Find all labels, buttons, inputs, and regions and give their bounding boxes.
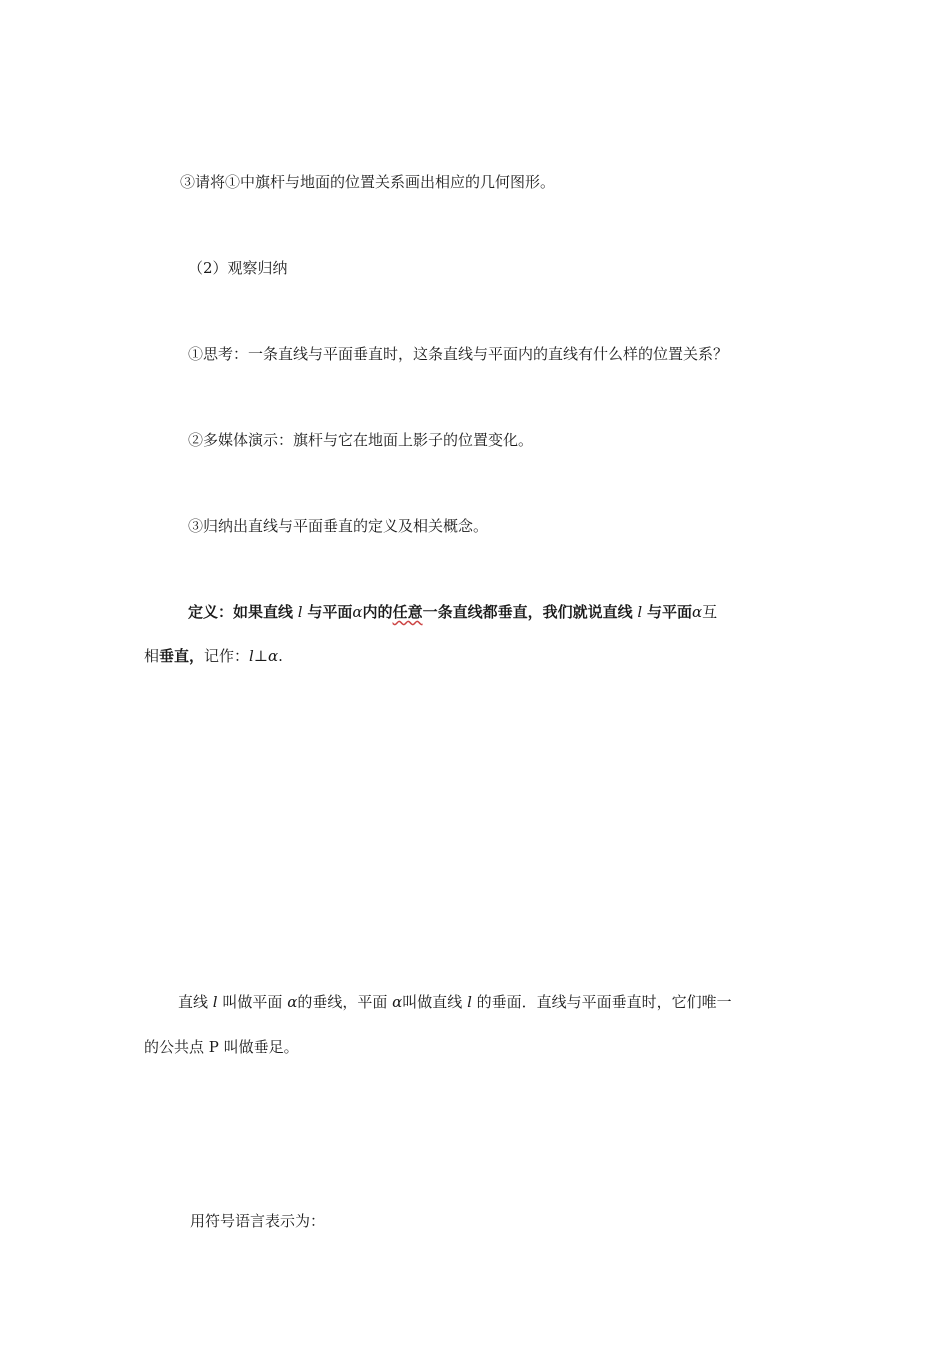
definition-text: 内的 xyxy=(362,603,393,621)
definition-text: 一条直线都垂直，我们就说直线 xyxy=(422,603,633,621)
period: . xyxy=(278,647,283,665)
para-text: 叫做平面 xyxy=(222,993,283,1011)
paragraph-perpendicular-line-2: 的公共点 P 叫做垂足。 xyxy=(144,1038,299,1056)
perp-symbol: ⊥ xyxy=(253,647,268,665)
paragraph-observe-heading: （2）观察归纳 xyxy=(188,259,288,277)
definition-text: 互 xyxy=(702,603,718,621)
definition-line-2 xyxy=(144,646,283,666)
plane-symbol: α xyxy=(287,993,298,1011)
plane-symbol: α xyxy=(691,603,703,621)
definition-text: 定义：如果直线 xyxy=(188,603,294,621)
para-text: 的垂面．直线与平面垂直时，它们唯一 xyxy=(476,993,732,1011)
plane-symbol: α xyxy=(392,993,403,1011)
line-symbol: l xyxy=(249,647,254,665)
plane-symbol: α xyxy=(352,603,363,621)
para-text: 的垂线，平面 xyxy=(297,993,388,1011)
paragraph-draw-figure: ③请将①中旗杆与地面的位置关系画出相应的几何图形。 xyxy=(180,173,556,191)
line-symbol: l xyxy=(467,993,472,1011)
emphasis-wavy: 任意 xyxy=(392,603,423,621)
definition-text: 记作： xyxy=(204,647,250,665)
paragraph-summarize: ③归纳出直线与平面垂直的定义及相关概念。 xyxy=(188,517,489,535)
paragraph-perpendicular-line-1 xyxy=(178,992,732,1012)
definition-text: 垂直， xyxy=(159,647,205,665)
definition-text: 与平面 xyxy=(307,603,353,621)
plane-symbol: α xyxy=(267,647,279,665)
para-text: 叫做直线 xyxy=(402,993,463,1011)
definition-text: 与平面 xyxy=(646,603,692,621)
paragraph-think: ①思考：一条直线与平面垂直时，这条直线与平面内的直线有什么样的位置关系？ xyxy=(188,345,729,363)
line-symbol: l xyxy=(212,993,218,1011)
definition-text: 相 xyxy=(144,647,160,665)
line-symbol: l xyxy=(297,603,303,621)
definition-line-1 xyxy=(188,602,717,622)
paragraph-symbol-language: 用符号语言表示为： xyxy=(190,1212,326,1230)
line-symbol: l xyxy=(637,603,643,621)
paragraph-multimedia: ②多媒体演示：旗杆与它在地面上影子的位置变化。 xyxy=(188,431,534,449)
para-text: 直线 xyxy=(178,993,209,1011)
